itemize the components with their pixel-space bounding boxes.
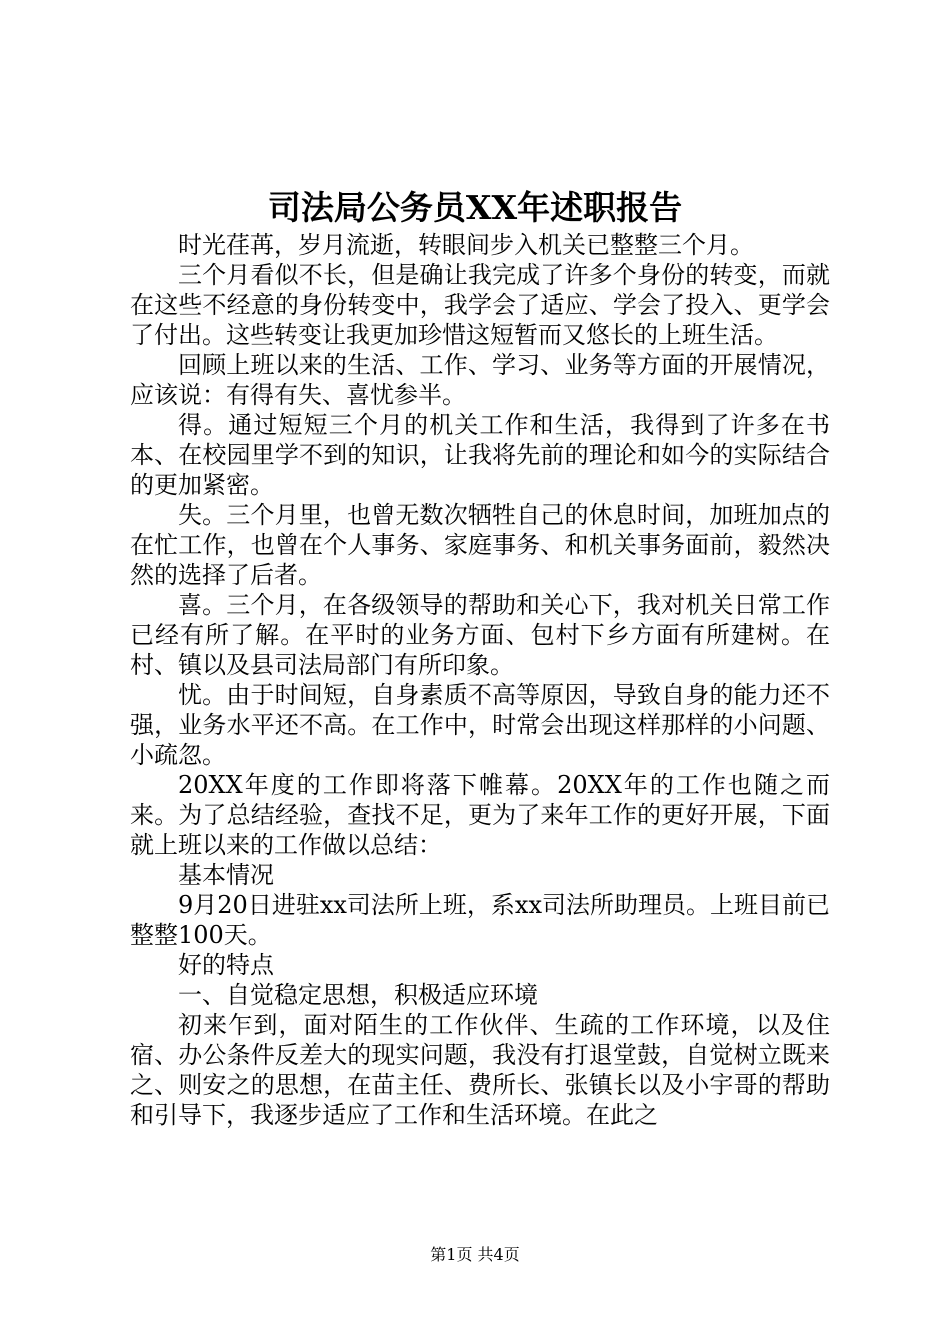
document-title: 司法局公务员XX年述职报告	[267, 188, 683, 227]
paragraph: 时光荏苒，岁月流逝，转眼间步入机关已整整三个月。	[178, 231, 754, 259]
section-heading: 一、自觉稳定思想，积极适应环境	[178, 981, 538, 1009]
paragraph: 三个月看似不长，但是确让我完成了许多个身份的转变，而就在这些不经意的身份转变中，我学会了适应、学会了投入、更学会了付出。这些转变让我更加珍惜这短暂而又悠长的上班生活。	[130, 261, 830, 349]
paragraph: 喜。三个月，在各级领导的帮助和关心下，我对机关日常工作已经有所了解。在平时的业务方面、包村下乡方面有所建树。在村、镇以及县司法局部门有所印象。	[130, 591, 830, 679]
page-footer: 第1页 共4页	[430, 1245, 520, 1264]
paragraph: 忧。由于时间短，自身素质不高等原因，导致自身的能力还不强，业务水平还不高。在工作中，时常会出现这样那样的小问题、小疏忽。	[130, 681, 830, 769]
section-heading: 基本情况	[178, 861, 274, 889]
section-heading: 好的特点	[178, 951, 274, 979]
paragraph: 回顾上班以来的生活、工作、学习、业务等方面的开展情况，应该说：有得有失、喜忧参半。	[130, 351, 830, 409]
paragraph: 初来乍到，面对陌生的工作伙伴、生疏的工作环境，以及住宿、办公条件反差大的现实问题，我没有打退堂鼓，自觉树立既来之、则安之的思想，在苗主任、费所长、张镇长以及小宇哥的帮助和引导下，我逐步适应了工作和生活环境。在此之	[130, 1011, 830, 1129]
document-body	[130, 230, 830, 1130]
paragraph: 9月20日进驻xx司法所上班，系xx司法所助理员。上班目前已整整100天。	[130, 891, 830, 949]
paragraph: 失。三个月里，也曾无数次牺牲自己的休息时间，加班加点的在忙工作，也曾在个人事务、家庭事务、和机关事务面前，毅然决然的选择了后者。	[130, 501, 830, 589]
paragraph: 20XX年度的工作即将落下帷幕。20XX年的工作也随之而来。为了总结经验，查找不足，更为了来年工作的更好开展，下面就上班以来的工作做以总结：	[130, 771, 830, 859]
paragraph: 得。通过短短三个月的机关工作和生活，我得到了许多在书本、在校园里学不到的知识，让我将先前的理论和如今的实际结合的更加紧密。	[130, 411, 830, 499]
